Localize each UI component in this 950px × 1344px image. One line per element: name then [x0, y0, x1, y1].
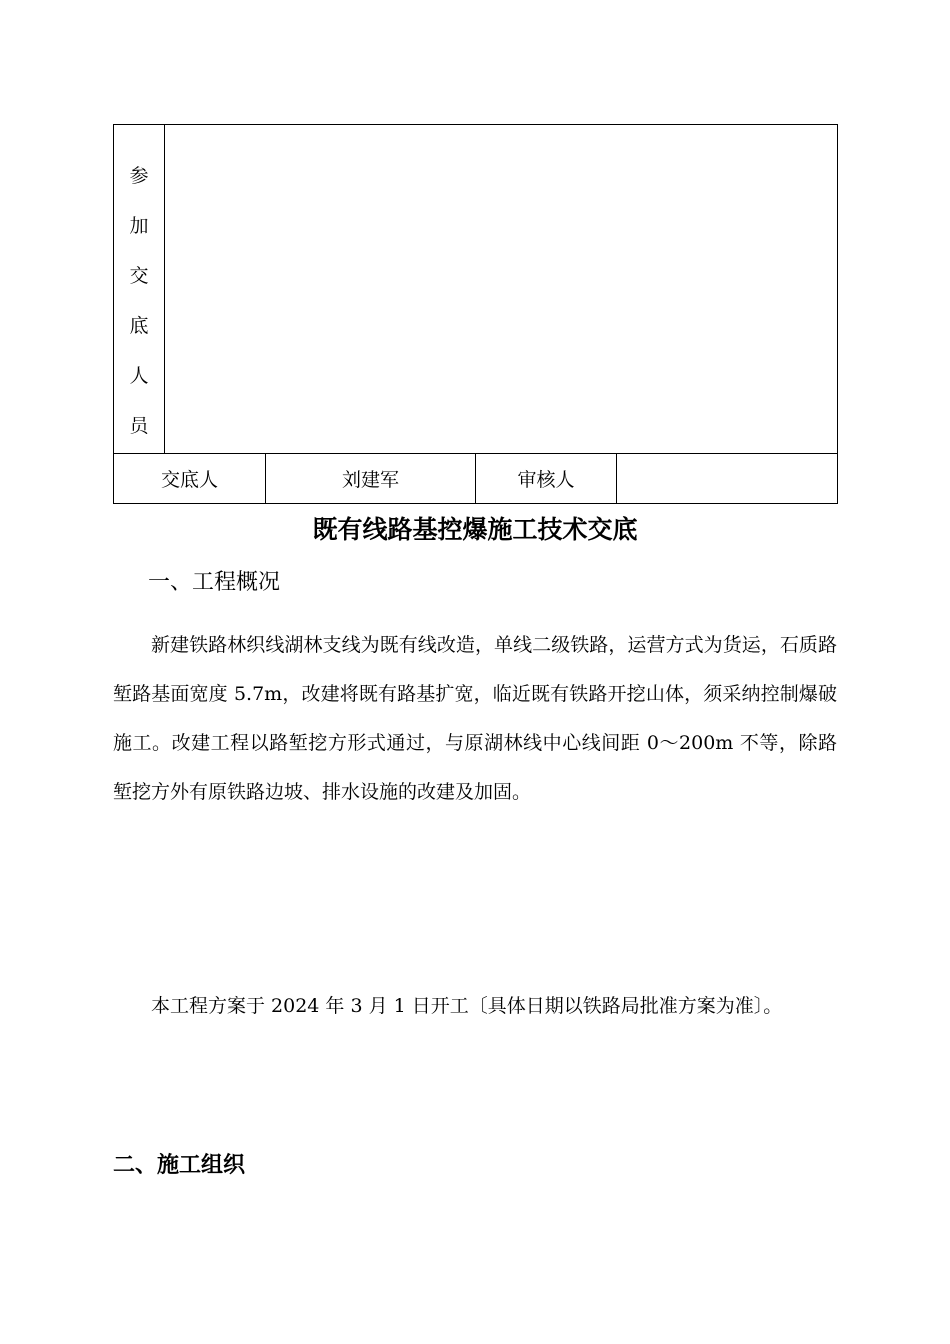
briefer-label: 交底人	[114, 454, 266, 504]
reviewer-name	[617, 454, 838, 504]
document-title: 既有线路基控爆施工技术交底	[312, 515, 638, 544]
participants-signature-area	[165, 125, 838, 454]
reviewer-label: 审核人	[476, 454, 617, 504]
participants-label-char: 人	[129, 365, 149, 387]
participants-label-cell	[114, 125, 165, 454]
participants-label-char: 底	[129, 315, 149, 337]
participants-label-char: 参	[129, 165, 149, 187]
sign-off-table	[113, 124, 838, 504]
section-heading-organization: 二、施工组织	[113, 1153, 246, 1178]
overview-paragraph: 新建铁路林织线湖林支线为既有线改造，单线二级铁路，运营方式为货运，石质路堑路基面宽度 5.7m，改建将既有路基扩宽，临近既有铁路开挖山体，须采纳控制爆破施工。改建工程以路堑挖方形式通过，与原湖林线中心线间距 0～200m 不等，除路堑挖方外有原铁路边坡、排水设施的改建及加固。	[113, 634, 837, 803]
schedule-paragraph: 本工程方案于 2024 年 3 月 1 日开工〔具体日期以铁路局批准方案为准〕。	[151, 995, 783, 1017]
participants-label-char: 交	[129, 265, 149, 287]
participants-label-char: 员	[129, 415, 149, 437]
section-heading-overview: 一、工程概况	[148, 570, 281, 595]
participants-label-char: 加	[129, 215, 149, 237]
briefer-name: 刘建军	[266, 454, 476, 504]
